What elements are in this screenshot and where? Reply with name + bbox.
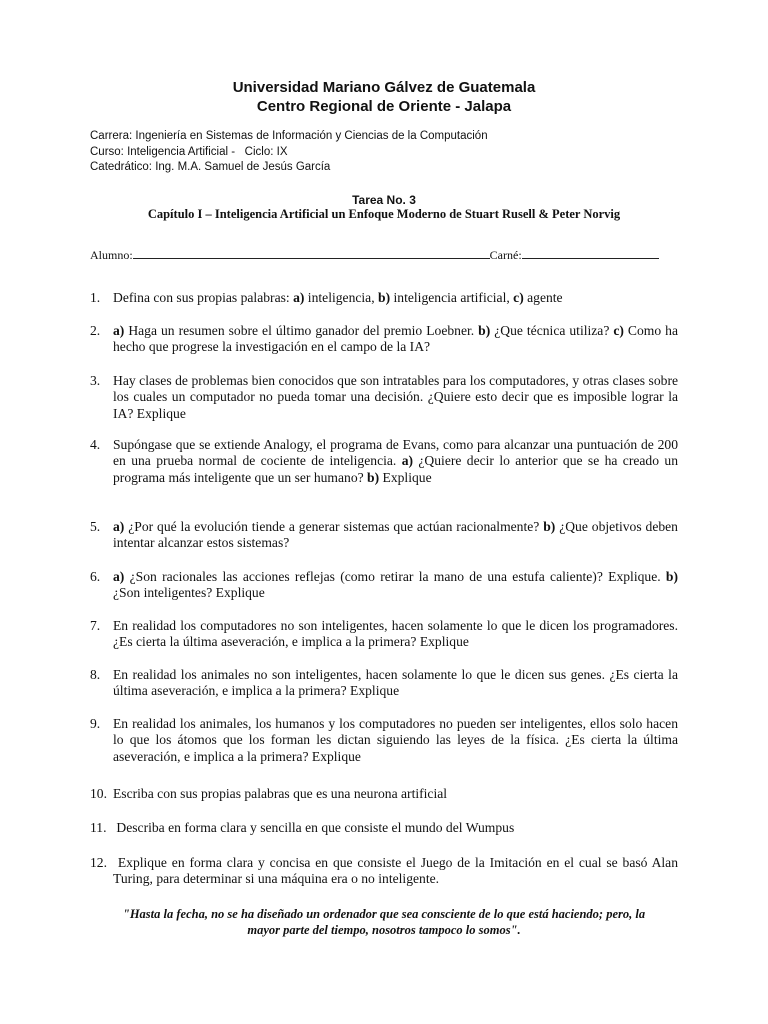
question-number: 9. (90, 716, 101, 731)
question-3 (90, 373, 678, 422)
question-text: Escriba con sus propias palabras que es una neurona artificial (113, 786, 448, 801)
question-1 (90, 290, 678, 306)
question-9 (90, 716, 678, 765)
student-line (90, 248, 659, 263)
question-12 (90, 855, 682, 888)
question-number: 11. (90, 820, 107, 835)
carne-field[interactable] (522, 248, 659, 259)
question-4 (90, 437, 678, 486)
question-text: Describa en forma clara y sencilla en que consiste el mundo del Wumpus (113, 820, 515, 835)
question-7 (90, 618, 678, 651)
question-text: a) Haga un resumen sobre el último ganador del premio Loebner. b) ¿Que técnica utiliza? c) Como ha hecho que progrese la investigación en el campo de la IA? (113, 323, 678, 355)
question-number: 2. (90, 323, 101, 338)
question-text: a) ¿Por qué la evolución tiende a generar sistemas que actúan racionalmente? b) ¿Que objetivos deben intentar alcanzar estos sistemas? (113, 519, 678, 551)
question-8 (90, 667, 678, 700)
question-number: 6. (90, 569, 101, 584)
question-number: 12. (90, 855, 107, 870)
question-text: En realidad los animales no son inteligentes, hacen solamente lo que le dicen sus genes. ¿Es cierta la última aseveración, e implica a la primera? Explique (113, 667, 678, 699)
question-text: Hay clases de problemas bien conocidos que son intratables para los computadores, y otras clases sobre los cuales un computador no pueda tomar una decisión. ¿Quiere esto decir que es imposible lograr la IA? Explique (113, 373, 678, 421)
professor-line: Catedrático: Ing. M.A. Samuel de Jesús García (90, 161, 331, 173)
carne-label: Carné: (489, 248, 522, 262)
alumno-label: Alumno: (90, 248, 133, 262)
question-2 (90, 323, 678, 356)
question-number: 7. (90, 618, 101, 633)
question-11 (90, 820, 678, 836)
question-text: Defina con sus propias palabras: a) inteligencia, b) inteligencia artificial, c) agente (113, 290, 563, 305)
university-name: Universidad Mariano Gálvez de Guatemala (232, 79, 536, 96)
question-number: 10. (90, 786, 107, 801)
question-number: 4. (90, 437, 101, 452)
assignment-title: Tarea No. 3 (352, 193, 416, 207)
question-text: En realidad los animales, los humanos y los computadores no pueden ser inteligentes, ellos solo hacen lo que los átomos que los forman les dictan siguiendo las leyes de la física. ¿Es cierta la última aseveración, e implica a la primera? Explique (113, 716, 678, 764)
question-10 (90, 786, 678, 802)
alumno-field[interactable] (133, 248, 490, 259)
course-line: Curso: Inteligencia Artificial - Ciclo: IX (90, 146, 288, 158)
question-text: Supóngase que se extiende Analogy, el programa de Evans, como para alcanzar una puntuación de 200 en una prueba normal de cociente de inteligencia. a) ¿Quiere decir lo anterior que se ha creado un programa más inteligente que un ser humano? b) Explique (113, 437, 678, 485)
regional-center: Centro Regional de Oriente - Jalapa (256, 98, 512, 115)
question-number: 5. (90, 519, 101, 534)
question-text: Explique en forma clara y concisa en que consiste el Juego de la Imitación en el cual se basó Alan Turing, para determinar si una máquina era o no inteligente. (113, 855, 682, 887)
question-text: En realidad los computadores no son inteligentes, hacen solamente lo que le dicen los programadores. ¿Es cierta la última aseveración, e implica a la primera? Explique (113, 618, 678, 650)
question-5 (90, 519, 678, 552)
chapter-title: Capítulo I – Inteligencia Artificial un Enfoque Moderno de Stuart Rusell & Peter Norvig (147, 207, 621, 221)
career-line: Carrera: Ingeniería en Sistemas de Información y Ciencias de la Computación (90, 130, 488, 142)
question-number: 3. (90, 373, 101, 388)
question-number: 1. (90, 290, 101, 305)
question-text: a) ¿Son racionales las acciones reflejas (como retirar la mano de una estufa caliente)? Explique. b) ¿Son inteligentes? Explique (113, 569, 678, 601)
question-6 (90, 569, 678, 602)
closing-quote: "Hasta la fecha, no se ha diseñado un ordenador que sea consciente de lo que está haciendo; pero, la mayor parte del tiempo, nosotros tampoco lo somos". (122, 907, 646, 937)
question-number: 8. (90, 667, 101, 682)
